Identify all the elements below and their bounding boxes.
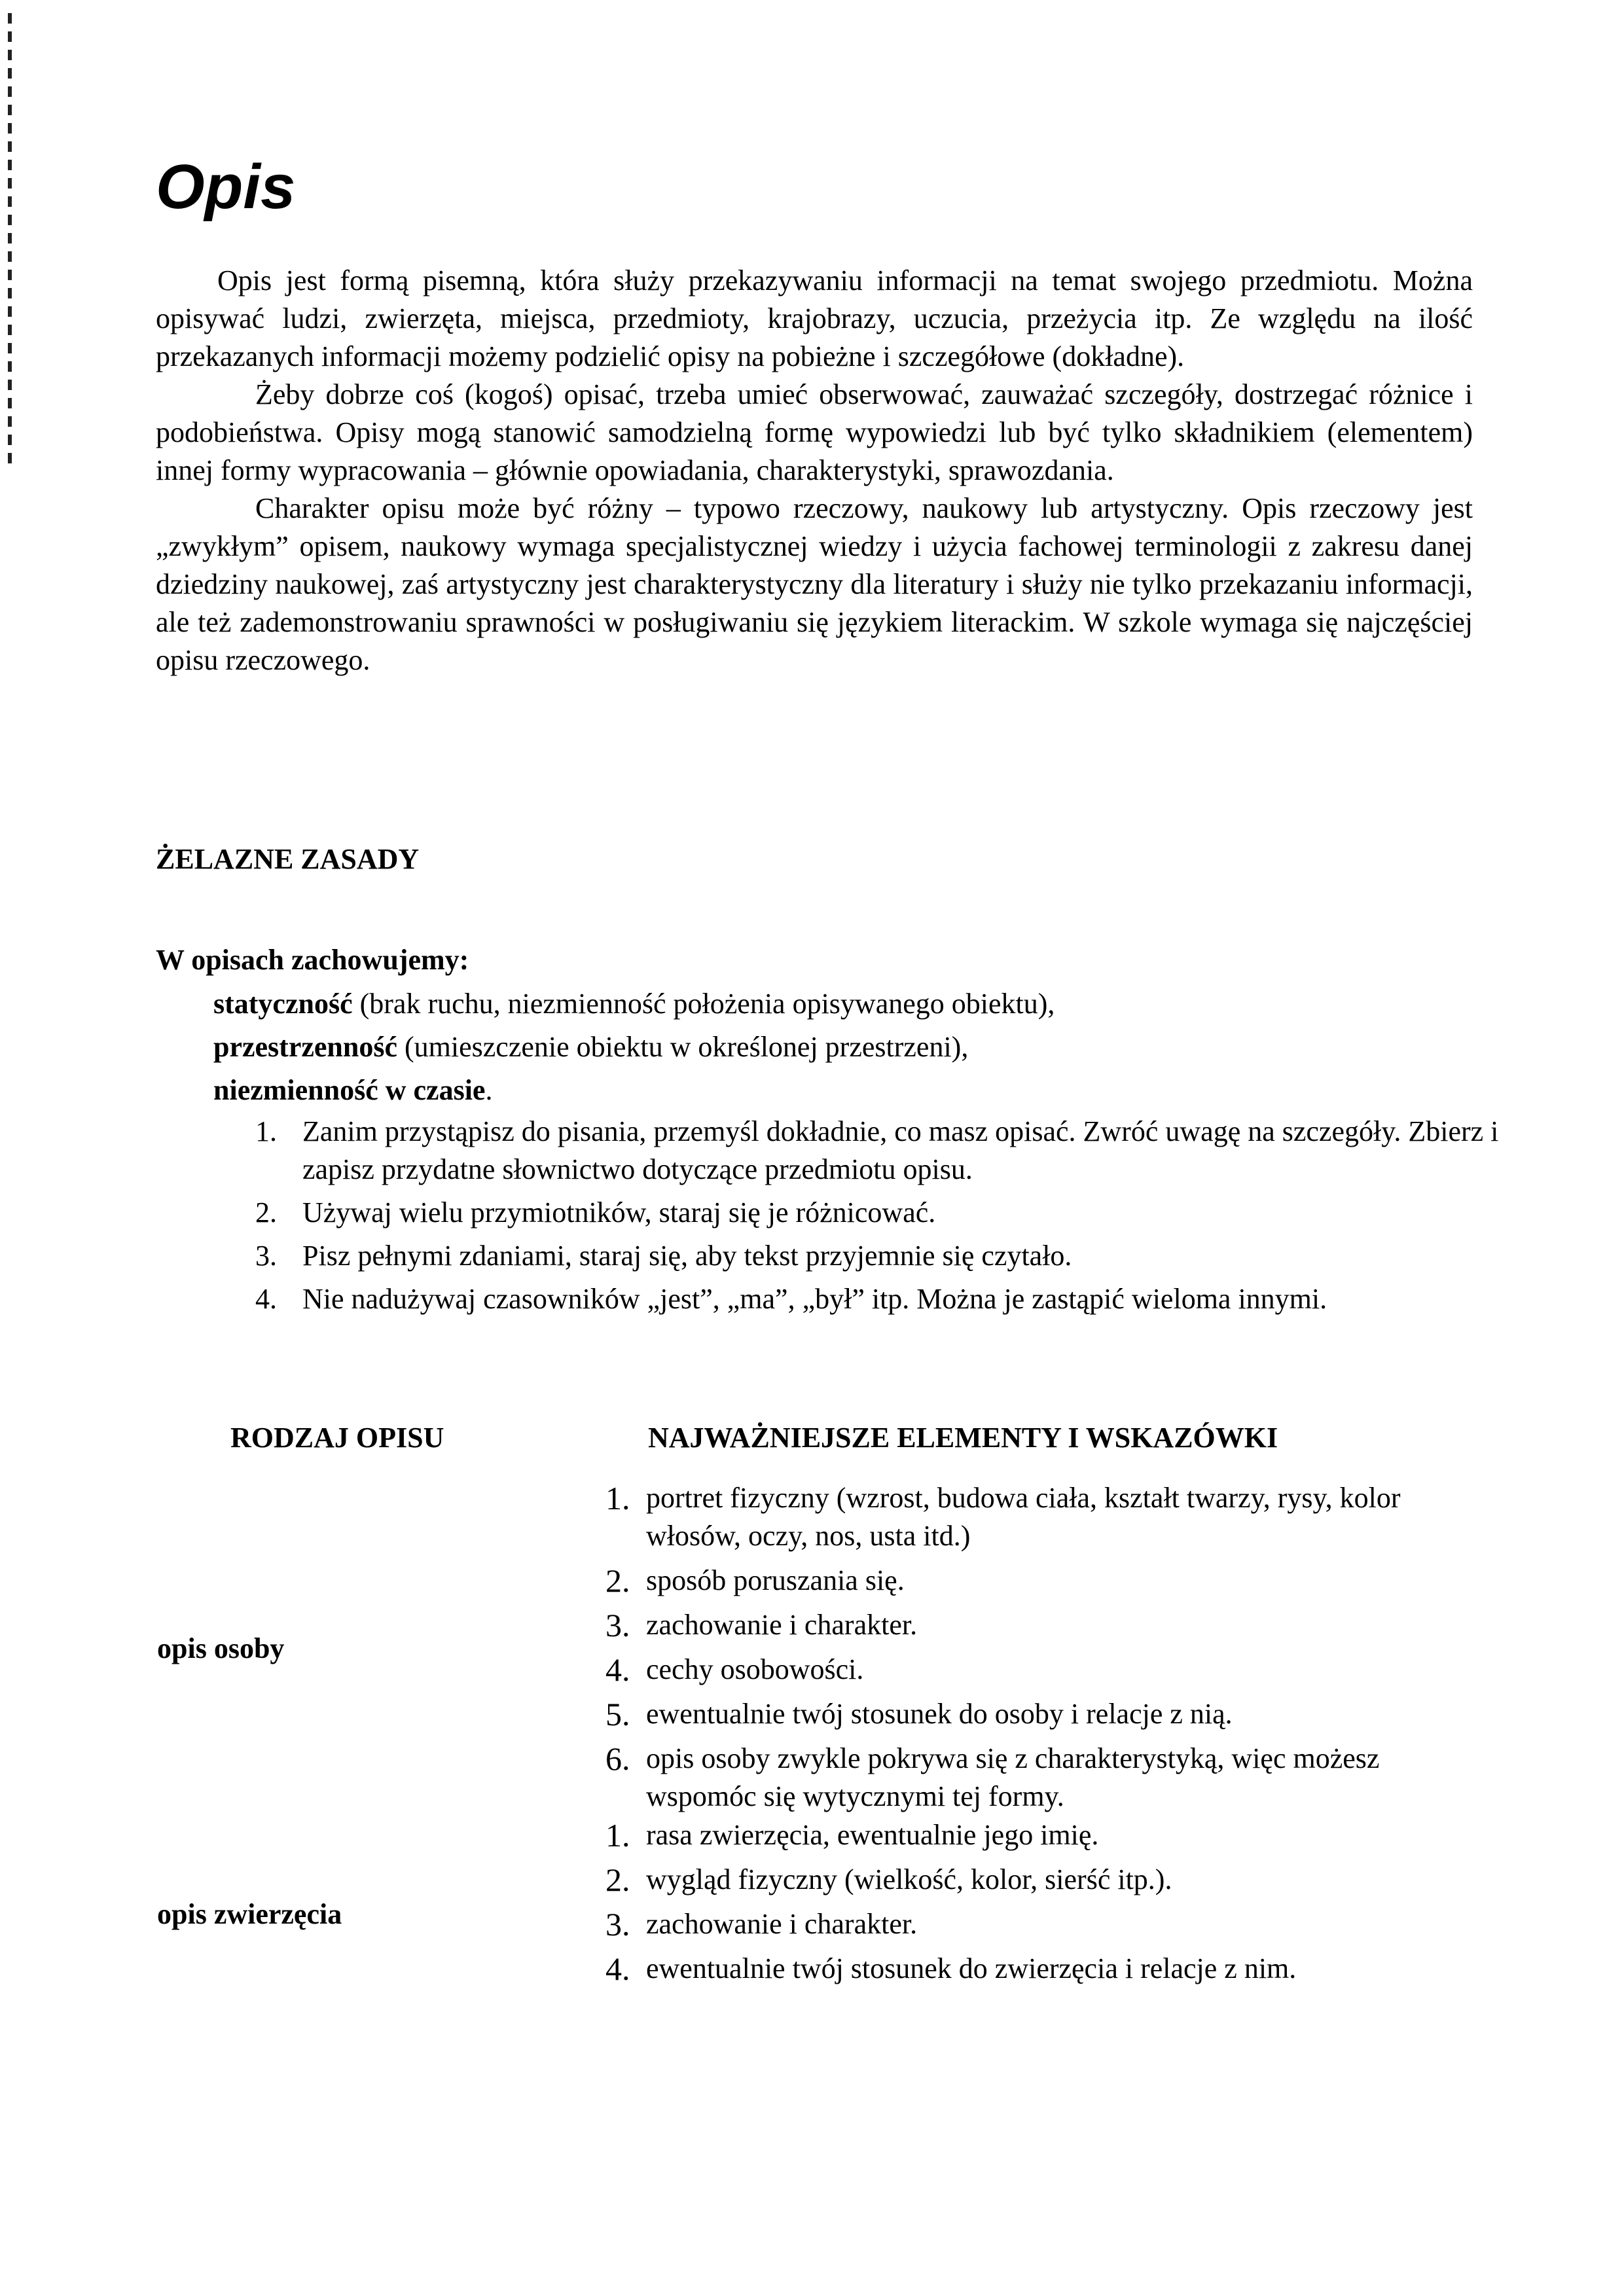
- element-text: wygląd fizyczny (wielkość, kolor, sierść itp.).: [646, 1863, 1172, 1895]
- intro-paragraph: Żeby dobrze coś (kogoś) opisać, trzeba umieć obserwować, zauważać szczegóły, dostrzegać różnice i podobieństwa. Opisy mogą stanowić samodzielną formę wypowiedzi lub być tylko składnikiem (elementem) innej formy wypracowania – głównie opowiadania, charakterystyki, sprawozdania.: [156, 378, 1473, 486]
- tip-number: 3.: [255, 1240, 277, 1272]
- element-number: 1.: [605, 1480, 630, 1516]
- description-type-label: opis zwierzęcia: [157, 1898, 342, 1930]
- intro-paragraph: Opis jest formą pisemną, która służy przekazywaniu informacji na temat swojego przedmiotu. Można opisywać ludzi, zwierzęta, miejsca, przedmioty, krajobrazy, uczucia, przeżycia itp. Ze względu na ilość przekazanych informacji możemy podzielić opisy na pobieżne i szczegółowe (dokładne).: [156, 264, 1473, 372]
- rules-intro: W opisach zachowujemy:: [156, 944, 469, 976]
- tip-number: 4.: [255, 1283, 277, 1315]
- element-text: ewentualnie twój stosunek do zwierzęcia i relacje z nim.: [646, 1952, 1297, 1984]
- principle-item: [213, 1069, 1055, 1112]
- element-item: [605, 1606, 1496, 1644]
- tip-number: 2.: [255, 1196, 277, 1229]
- element-item: [605, 1479, 1496, 1555]
- animal-elements-list: [605, 1816, 1496, 1994]
- element-number: 3.: [605, 1906, 630, 1943]
- principle-term: przestrzenność: [213, 1031, 398, 1063]
- description-type-label: opis osoby: [157, 1632, 285, 1664]
- element-text: portret fizyczny (wzrost, budowa ciała, kształt twarzy, rysy, kolor włosów, oczy, nos, usta itd.): [646, 1482, 1401, 1552]
- tip-text: Nie nadużywaj czasowników „jest”, „ma”, „był” itp. Można je zastąpić wieloma innymi.: [302, 1283, 1327, 1315]
- intro-paragraph: Charakter opisu może być różny – typowo rzeczowy, naukowy lub artystyczny. Opis rzeczowy jest „zwykłym” opisem, naukowy wymaga specjalistycznej wiedzy i użycia fachowej terminologii z zakresu danej dziedziny naukowej, zaś artystyczny jest charakterystyczny dla literatury i służy nie tylko przekazaniu informacji, ale też zademonstrowaniu sprawności w posługiwaniu się językiem literackim. W szkole wymaga się najczęściej opisu rzeczowego.: [156, 492, 1473, 676]
- tip-item: [156, 1237, 1530, 1275]
- column-header-type: RODZAJ OPISU: [230, 1422, 444, 1454]
- tip-text: Pisz pełnymi zdaniami, staraj się, aby tekst przyjemnie się czytało.: [302, 1240, 1072, 1272]
- element-text: sposób poruszania się.: [646, 1564, 905, 1596]
- element-item: [605, 1950, 1496, 1988]
- element-item: [605, 1695, 1496, 1733]
- tip-item: [156, 1113, 1530, 1189]
- element-text: rasa zwierzęcia, ewentualnie jego imię.: [646, 1819, 1099, 1851]
- principle-detail: (umieszczenie obiektu w określonej przestrzeni),: [397, 1031, 969, 1063]
- element-text: opis osoby zwykle pokrywa się z charakterystyką, więc możesz wspomóc się wytycznymi tej formy.: [646, 1742, 1380, 1812]
- principles-list: [213, 982, 1055, 1112]
- element-item: [605, 1905, 1496, 1943]
- binder-edge-marks: [8, 13, 12, 465]
- tip-item: [156, 1280, 1530, 1318]
- element-item: [605, 1740, 1496, 1816]
- element-text: cechy osobowości.: [646, 1653, 864, 1685]
- intro-section: [156, 262, 1473, 679]
- element-text: zachowanie i charakter.: [646, 1609, 918, 1641]
- element-item: [605, 1861, 1496, 1899]
- element-text: zachowanie i charakter.: [646, 1908, 918, 1940]
- principle-item: [213, 1026, 1055, 1069]
- rules-heading: ŻELAZNE ZASADY: [156, 843, 420, 875]
- principle-term: statyczność: [213, 988, 353, 1020]
- element-number: 4.: [605, 1950, 630, 1987]
- element-number: 1.: [605, 1817, 630, 1854]
- tip-text: Używaj wielu przymiotników, staraj się je różnicować.: [302, 1196, 936, 1229]
- person-elements-list: [605, 1479, 1496, 1822]
- tip-number: 1.: [255, 1115, 277, 1147]
- principle-detail: (brak ruchu, niezmienność położenia opisywanego obiektu),: [352, 988, 1055, 1020]
- element-number: 3.: [605, 1607, 630, 1643]
- element-item: [605, 1651, 1496, 1689]
- element-text: ewentualnie twój stosunek do osoby i relacje z nią.: [646, 1698, 1233, 1730]
- tips-list: [156, 1113, 1530, 1323]
- element-number: 5.: [605, 1696, 630, 1732]
- element-number: 2.: [605, 1562, 630, 1599]
- principle-term: niezmienność w czasie: [213, 1074, 486, 1106]
- column-header-elements: NAJWAŻNIEJSZE ELEMENTY I WSKAZÓWKI: [648, 1422, 1278, 1454]
- element-item: [605, 1562, 1496, 1600]
- element-number: 6.: [605, 1740, 630, 1777]
- element-number: 2.: [605, 1861, 630, 1898]
- element-number: 4.: [605, 1651, 630, 1688]
- principle-item: [213, 982, 1055, 1026]
- document-title: Opis: [156, 152, 296, 222]
- element-item: [605, 1816, 1496, 1854]
- tip-item: [156, 1194, 1530, 1232]
- principle-detail: .: [485, 1074, 493, 1106]
- tip-text: Zanim przystąpisz do pisania, przemyśl dokładnie, co masz opisać. Zwróć uwagę na szczegóły. Zbierz i zapisz przydatne słownictwo dotyczące przedmiotu opisu.: [302, 1115, 1499, 1185]
